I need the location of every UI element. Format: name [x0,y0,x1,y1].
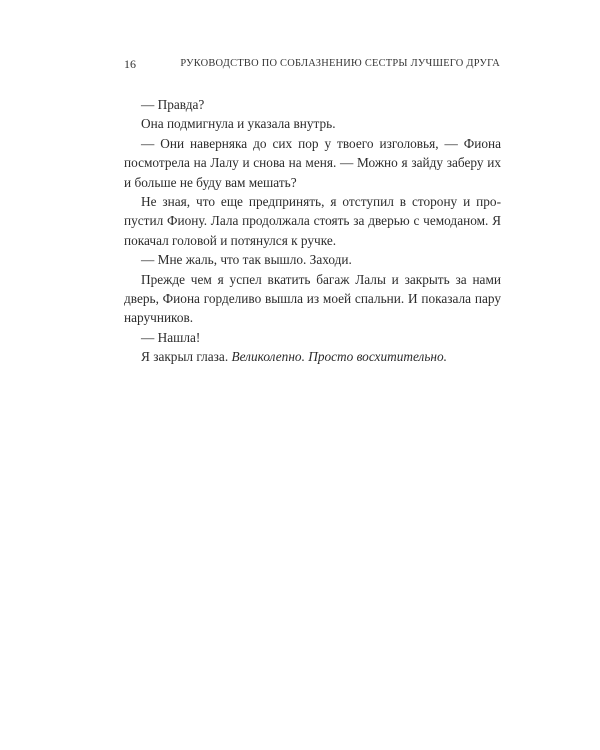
paragraph-last [124,347,501,366]
paragraph: Она подмигнула и указала внутрь. [141,116,336,132]
paragraph: — Нашла! [141,329,201,345]
body-text [124,95,501,367]
paragraph-plain-part: Я закрыл глаза. [141,349,232,365]
page-number: 16 [124,57,136,71]
running-head [124,56,500,72]
paragraph: — Правда? [141,97,205,112]
paragraph: Не зная, что еще предпринять, я отступил в сторону и пропустил Фиону. Лала продолжала стоять за дверью с чемоданом. Я покачал головой и потянулся к ручке. [124,194,501,248]
running-title: РУКОВОДСТВО ПО СОБЛАЗНЕНИЮ СЕСТРЫ ЛУЧШЕГО ДРУГА [180,58,500,69]
paragraph: — Они наверняка до сих пор у твоего изголовья, — Фиона посмотрела на Лалу и снова на меня. — Можно я зайду заберу их и больше не буду вам мешать? [124,135,501,190]
paragraph-italic-part: Великолепно. Просто восхитительно. [231,349,447,365]
paragraph: Прежде чем я успел вкатить багаж Лалы и закрыть за нами дверь, Фиона горделиво вышла из моей спальни. И показала пару наручников. [124,271,501,326]
paragraph: — Мне жаль, что так вышло. Заходи. [141,252,352,268]
